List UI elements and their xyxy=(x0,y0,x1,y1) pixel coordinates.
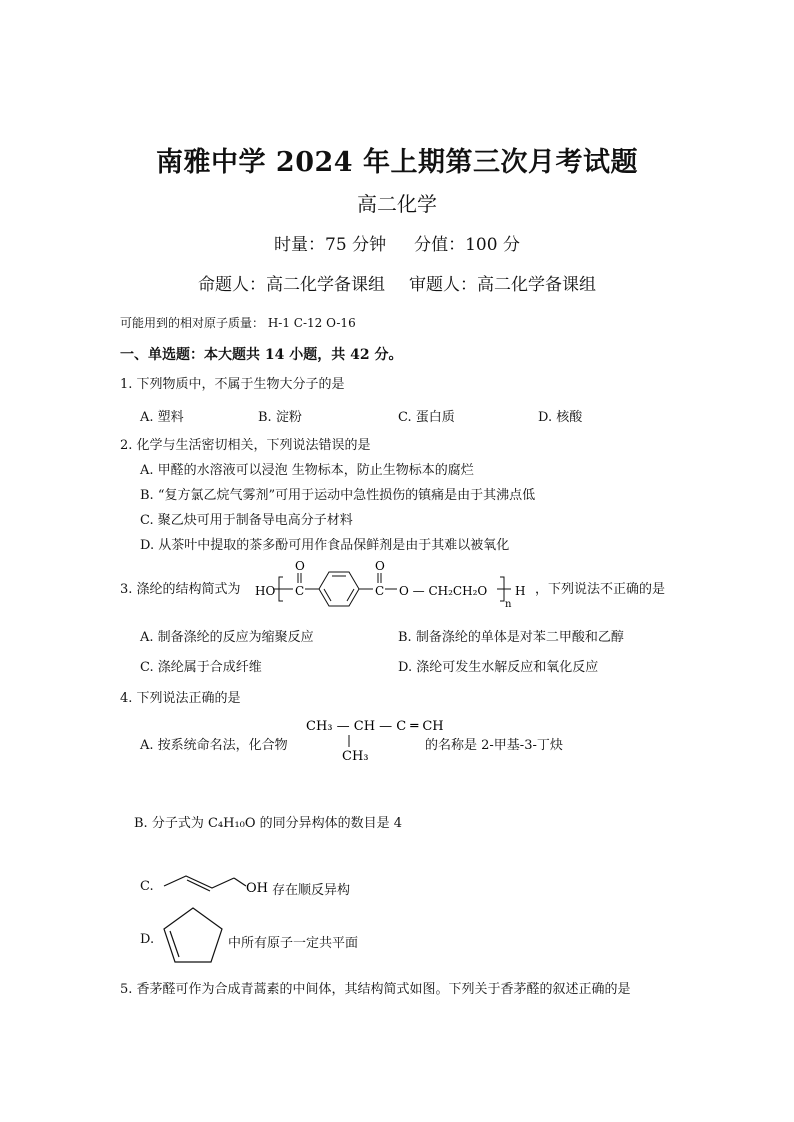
q1-option-c: C. 蛋白质 xyxy=(398,410,455,425)
q1-option-b: B. 淀粉 xyxy=(258,410,302,425)
q3-option-a: A. 制备涤纶的反应为缩聚反应 xyxy=(140,630,314,645)
q3-stem: 3. 涤纶的结构简式为 xyxy=(120,582,241,597)
q4-formula-main: CH₃ — CH — C ═ CH xyxy=(306,719,444,734)
exam-time: 时量：75 分钟 xyxy=(274,235,387,255)
q4-stem: 4. 下列说法正确的是 xyxy=(120,691,241,706)
q4-formula-methyl: CH₃ xyxy=(342,749,369,764)
q1-option-a: A. 塑料 xyxy=(140,410,184,425)
q3-option-b: B. 制备涤纶的单体是对苯二甲酸和乙醇 xyxy=(398,630,624,645)
oxygen-2-label: O xyxy=(375,559,385,573)
q4-option-c-prefix: C. xyxy=(140,879,154,894)
carbon-2-label: C xyxy=(375,584,385,598)
exam-meta xyxy=(0,230,794,255)
but-2-en-1-ol-structure xyxy=(162,868,272,900)
q4-option-d-prefix: D. xyxy=(140,932,155,947)
section-heading: 一、单选题：本大题共 14 小题，共 42 分。 xyxy=(120,347,403,363)
ho-label: HO xyxy=(255,584,276,598)
q1-stem: 1. 下列物质中，不属于生物大分子的是 xyxy=(120,377,345,392)
exam-author: 命题人：高二化学备课组 xyxy=(198,275,385,295)
q5-stem: 5. 香茅醛可作为合成青蒿素的中间体，其结构简式如图。下列关于香茅醛的叙述正确的是 xyxy=(120,982,631,997)
carbon-1-label: C xyxy=(295,584,305,598)
exam-title: 南雅中学 2024 年上期第三次月考试题 xyxy=(156,147,638,178)
q4-option-d-suffix: 中所有原子一定共平面 xyxy=(228,936,359,951)
exam-reviewer: 审题人：高二化学备课组 xyxy=(409,275,596,295)
exam-authors xyxy=(0,270,794,295)
polyester-structure xyxy=(253,555,533,611)
q4-option-a-prefix: A. 按系统命名法，化合物 xyxy=(140,738,288,753)
q2-option-a: A. 甲醛的水溶液可以浸泡 生物标本，防止生物标本的腐烂 xyxy=(140,463,474,478)
q1-option-d: D. 核酸 xyxy=(538,410,583,425)
h-label: H xyxy=(515,584,526,598)
hydroxyl-label: OH xyxy=(246,881,268,896)
q3-option-c: C. 涤纶属于合成纤维 xyxy=(140,660,262,675)
chain-label: O — CH₂CH₂O xyxy=(399,584,488,598)
cyclopentene-structure xyxy=(160,905,226,965)
q2-option-c: C. 聚乙炔可用于制备导电高分子材料 xyxy=(140,513,353,528)
q2-option-b: B. “复方氯乙烷气雾剂”可用于运动中急性损伤的镇痛是由于其沸点低 xyxy=(140,488,536,503)
oxygen-1-label: O xyxy=(295,559,305,573)
q3-option-d: D. 涤纶可发生水解反应和氧化反应 xyxy=(398,660,599,675)
repeat-n-label: n xyxy=(505,599,512,610)
q3-stem-tail: ，下列说法不正确的是 xyxy=(535,582,666,597)
atomic-mass-note: 可能用到的相对原子质量： H-1 C-12 O-16 xyxy=(120,316,356,330)
q2-stem: 2. 化学与生活密切相关，下列说法错误的是 xyxy=(120,438,371,453)
q4-option-a-suffix: 的名称是 2-甲基-3-丁炔 xyxy=(425,738,563,753)
exam-subject: 高二化学 xyxy=(357,192,437,216)
q4-option-b: B. 分子式为 C₄H₁₀O 的同分异构体的数目是 4 xyxy=(134,816,403,831)
exam-score: 分值：100 分 xyxy=(414,235,520,255)
q2-option-d: D. 从茶叶中提取的茶多酚可用作食品保鲜剂是由于其难以被氧化 xyxy=(140,538,510,553)
q4-option-a-structure xyxy=(304,714,444,764)
q4-option-c-suffix: 存在顺反异构 xyxy=(272,883,351,898)
